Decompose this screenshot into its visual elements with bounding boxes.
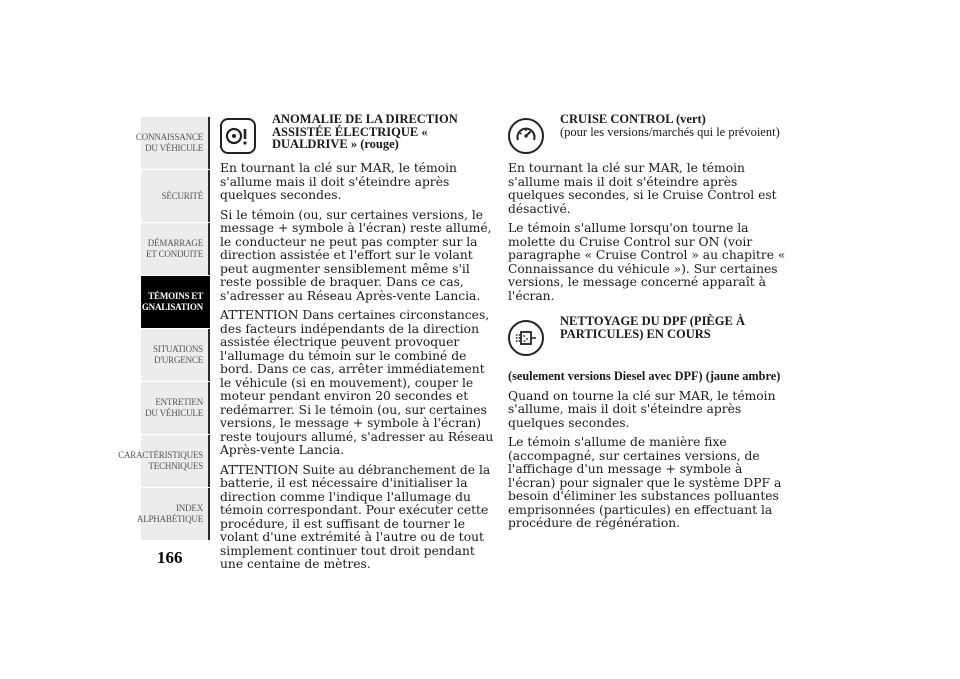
- tab-label: TÉMOINS ET SIGNALISATION: [133, 291, 203, 312]
- section-title: ANOMALIE DE LA DIRECTION ASSISTÉE ÉLECTRIQUE « DUALDRIVE » (rouge): [272, 112, 458, 151]
- paragraph: En tournant la clé sur MAR, le témoin s'allume mais il doit s'éteindre après quelques secondes.: [220, 161, 457, 202]
- tab-label: ENTRETIEN DU VÉHICULE: [145, 397, 203, 418]
- left-column: [220, 113, 498, 578]
- chapter-tabs: [118, 117, 210, 541]
- page-number: 166: [157, 548, 183, 567]
- tab-label: CONNAISSANCE DU VÉHICULE: [135, 132, 203, 153]
- paragraph: ATTENTION Dans certaines circonstances, des facteurs indépendants de la direction assistée électrique peuvent provoquer l'allumage du témoin sur le combiné de bord. Dans ce cas, arrêter immédiatement le véhicule (si en mouvement), couper le moteur pendant environ 20 secondes et redémarrer. Si le témoin (ou, sur certaines versions, le message + symbole à l'écran) reste toujours allumé, s'adresser au Réseau Après-vente Lancia.: [220, 308, 494, 457]
- right-column: [508, 113, 790, 537]
- steering-warning-icon: [220, 118, 256, 154]
- tab-label: DÉMARRAGE ET CONDUITE: [146, 238, 203, 259]
- section-header: [508, 113, 790, 154]
- tab-securite[interactable]: [141, 170, 210, 222]
- paragraph: ATTENTION Suite au débranchement de la batterie, il est nécessaire d'initialiser la direction comme l'indique l'allumage du témoin correspondant. Pour exécuter cette procédure, il est suffisant de tourner le volant d'une extrémité à l'autre ou de tout simplement continuer tout droit pendant une centaine de mètres.: [220, 462, 491, 571]
- cruise-control-icon: [508, 118, 544, 154]
- cruise-subtitle: (pour les versions/marchés qui le prévoient): [560, 124, 780, 139]
- dpf-note: (seulement versions Diesel avec DPF) (jaune ambre): [508, 369, 781, 383]
- section-header: [220, 113, 498, 154]
- paragraph: Quand on tourne la clé sur MAR, le témoin s'allume, mais il doit s'éteindre après quelques secondes.: [508, 388, 776, 430]
- tab-temoins[interactable]: [133, 276, 210, 328]
- tab-caracteristiques[interactable]: [118, 435, 210, 487]
- tab-index[interactable]: [136, 488, 210, 540]
- paragraph: Le témoin s'allume lorsqu'on tourne la molette du Cruise Control sur ON (voir paragraphe « Cruise Control » au chapitre « Connaissance du véhicule »). Sur certaines versions, le message concerné apparaît à l'écran.: [508, 221, 786, 303]
- paragraph: Le témoin s'allume de manière fixe (accompagné, sur certaines versions, de l'affichage d'un message + symbole à l'écran) pour signaler que le système DPF a besoin d'éliminer les substances polluantes emprisonnées (particules) en effectuant la procédure de régénération.: [508, 435, 782, 530]
- cruise-title: CRUISE CONTROL (vert): [560, 112, 706, 126]
- tab-entretien[interactable]: [141, 382, 210, 434]
- tab-situations[interactable]: [141, 329, 210, 381]
- tab-label: SÉCURITÉ: [161, 190, 203, 201]
- tab-label: INDEX ALPHABÉTIQUE: [136, 503, 203, 524]
- tab-connaissance[interactable]: [135, 117, 210, 169]
- tab-label: SITUATIONS D'URGENCE: [152, 344, 203, 365]
- dpf-title: NETTOYAGE DU DPF (PIÈGE À PARTICULES) EN COURS: [560, 314, 745, 341]
- section-title: [560, 113, 780, 138]
- section-header: [508, 315, 790, 356]
- paragraph: Si le témoin (ou, sur certaines versions, le message + symbole à l'écran) reste allumé, le conducteur ne peut pas compter sur la direction assistée et l'effort sur le volant peut augmenter sensiblement même s'il reste possible de braquer. Dans ce cas, s'adresser au Réseau Après-vente Lancia.: [220, 207, 492, 303]
- tab-label: CARACTÉRISTIQUES TECHNIQUES: [118, 450, 203, 471]
- dpf-filter-icon: [508, 320, 544, 356]
- paragraph: En tournant la clé sur MAR, le témoin s'allume mais il doit s'éteindre après quelques secondes, si le Cruise Control est désactivé.: [508, 161, 777, 216]
- tab-demarrage[interactable]: [141, 223, 210, 275]
